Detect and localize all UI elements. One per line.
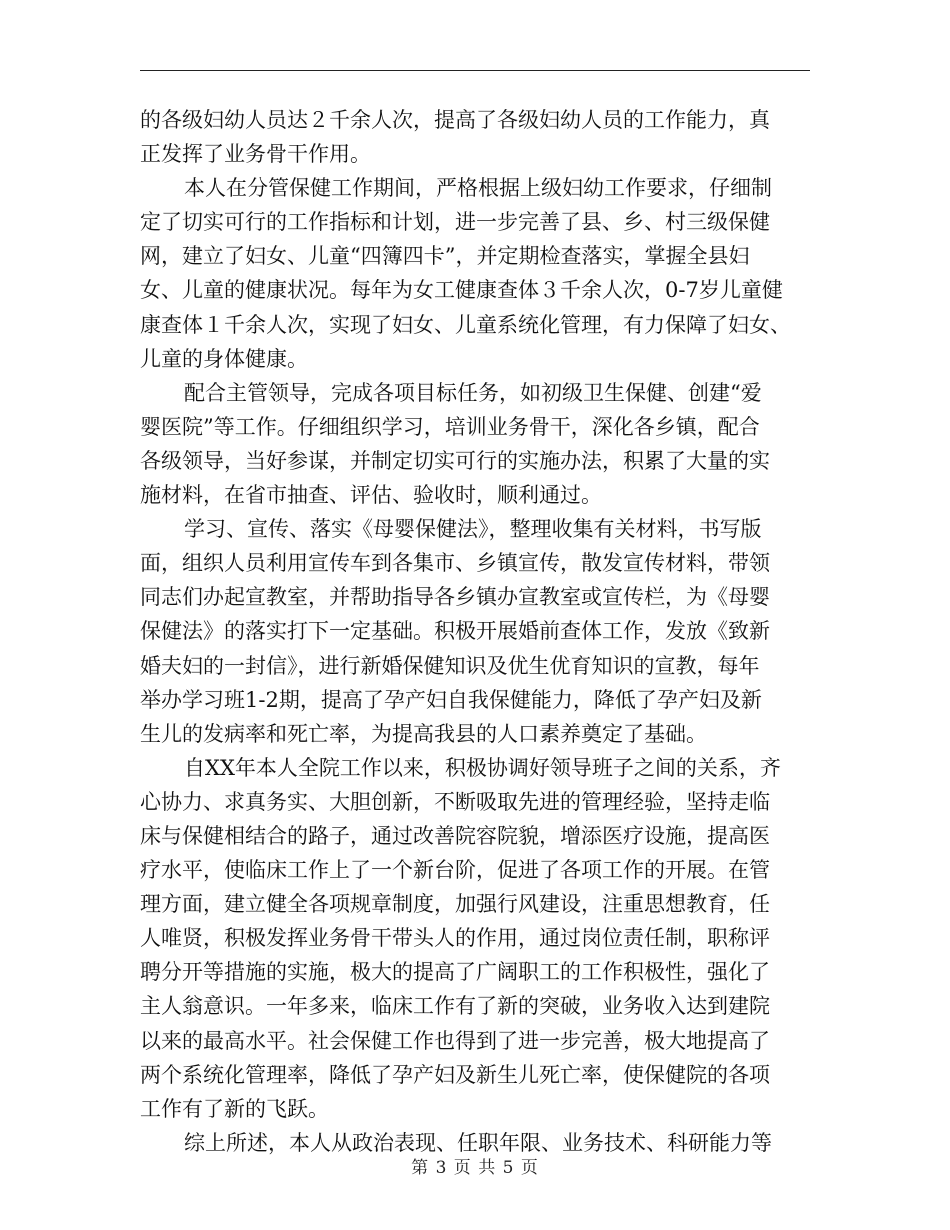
text-line: 儿童的身体健康。 xyxy=(140,346,308,371)
text-line: 疗水平，使临床工作上了一个新台阶，促进了各项工作的开展。在管 xyxy=(140,858,770,883)
text-line: 主人翁意识。一年多来，临床工作有了新的突破，业务收入达到建院 xyxy=(140,994,770,1019)
text-line: 各级领导，当好参谋，并制定切实可行的实施办法，积累了大量的实 xyxy=(140,448,770,473)
text-line: 施材料，在省市抽查、评估、验收时，顺利通过。 xyxy=(140,483,602,508)
paragraph-start-line: 学习、宣传、落实《母婴保健法》，整理收集有关材料，书写版 xyxy=(184,517,762,542)
text-line: 保健法》的落实打下一定基础。积极开展婚前查体工作，发放《致新 xyxy=(140,619,770,644)
document-body xyxy=(140,103,805,1160)
paragraph-start-line: 自XX年本人全院工作以来，积极协调好领导班子之间的关系，齐 xyxy=(184,755,781,780)
text-line: 定了切实可行的工作指标和计划，进一步完善了县、乡、村三级保健 xyxy=(140,210,770,235)
text-line: 生儿的发病率和死亡率，为提高我县的人口素养奠定了基础。 xyxy=(140,721,707,746)
text-line: 工作有了新的飞跃。 xyxy=(140,1096,329,1121)
text-line: 面，组织人员利用宣传车到各集市、乡镇宣传，散发宣传材料，带领 xyxy=(140,551,770,576)
text-line: 聘分开等措施的实施，极大的提高了广阔职工的工作积极性，强化了 xyxy=(140,960,770,985)
text-line: 正发挥了业务骨干作用。 xyxy=(140,142,371,167)
text-line: 女、儿童的健康状况。每年为女工健康查体３千余人次，0-7岁儿童健 xyxy=(140,278,783,303)
text-line: 同志们办起宣教室，并帮助指导各乡镇办宣教室或宣传栏，为《母婴 xyxy=(140,585,770,610)
header-rule xyxy=(140,70,810,71)
text-line: 心协力、求真务实、大胆创新，不断吸取先进的管理经验，坚持走临 xyxy=(140,789,770,814)
text-line: 婚夫妇的一封信》，进行新婚保健知识及优生优育知识的宣教，每年 xyxy=(140,653,760,678)
text-line: 两个系统化管理率，降低了孕产妇及新生儿死亡率，使保健院的各项 xyxy=(140,1062,770,1087)
page-number-footer: 第 3 页 共 5 页 xyxy=(411,1158,539,1178)
paragraph-start-line: 本人在分管保健工作期间，严格根据上级妇幼工作要求，仔细制 xyxy=(184,176,772,201)
text-line: 人唯贤，积极发挥业务骨干带头人的作用，通过岗位责任制，职称评 xyxy=(140,926,770,951)
text-line: 理方面，建立健全各项规章制度，加强行风建设，注重思想教育，任 xyxy=(140,892,770,917)
text-line: 网，建立了妇女、儿童“四簿四卡”，并定期检查落实，掌握全县妇 xyxy=(140,244,750,269)
text-line: 的各级妇幼人员达２千余人次，提高了各级妇幼人员的工作能力，真 xyxy=(140,108,770,132)
text-line: 以来的最高水平。社会保健工作也得到了进一步完善，极大地提高了 xyxy=(140,1028,770,1053)
text-line: 婴医院”等工作。仔细组织学习，培训业务骨干，深化各乡镇，配合 xyxy=(140,414,760,439)
paragraph-start-line: 综上所述，本人从政治表现、任职年限、业务技术、科研能力等 xyxy=(184,1130,772,1155)
text-line: 举办学习班1-2期，提高了孕产妇自我保健能力，降低了孕产妇及新 xyxy=(140,687,762,712)
paragraph-start-line: 配合主管领导，完成各项目标任务，如初级卫生保健、创建“爱 xyxy=(184,380,762,405)
text-line: 康查体１千余人次，实现了妇女、儿童系统化管理，有力保障了妇女、 xyxy=(140,312,791,337)
text-line: 床与保健相结合的路子，通过改善院容院貌，增添医疗设施，提高医 xyxy=(140,823,770,848)
